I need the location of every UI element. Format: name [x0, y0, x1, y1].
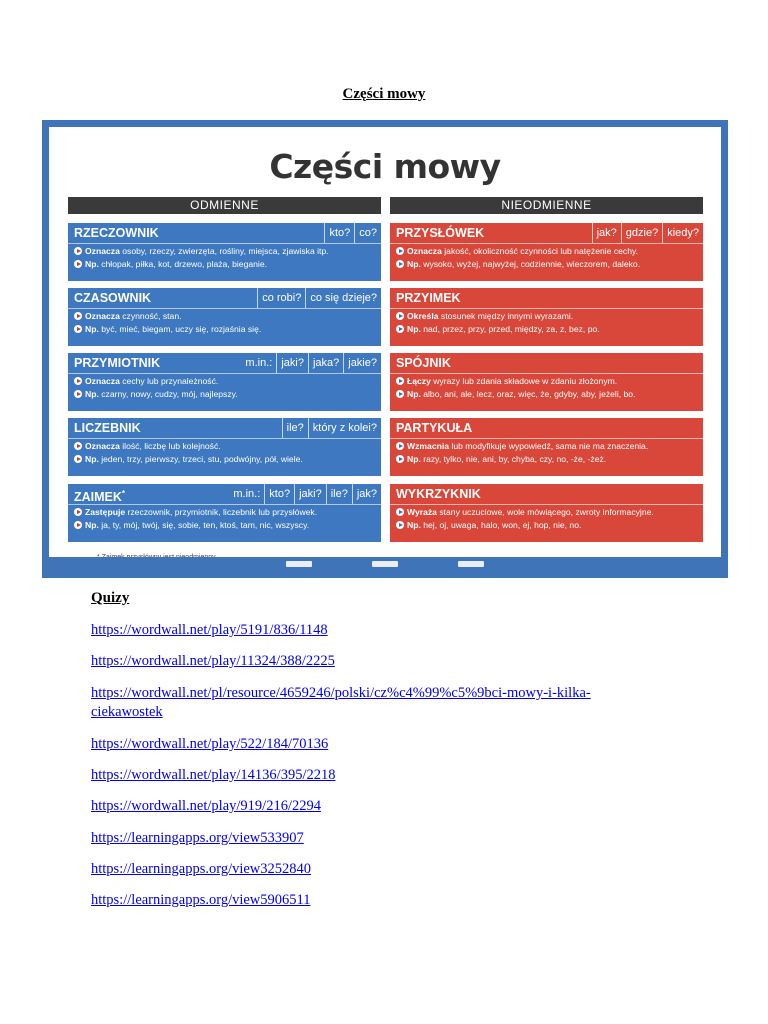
- quiz-link[interactable]: https://learningapps.org/view3252840: [91, 861, 312, 877]
- card-line-keyword: Oznacza: [85, 376, 120, 386]
- play-bullet-icon: [396, 377, 404, 385]
- play-bullet-icon: [74, 377, 82, 385]
- inflected-column-header: ODMIENNE: [68, 197, 381, 214]
- play-bullet-icon: [74, 247, 82, 255]
- quiz-link[interactable]: https://wordwall.net/play/14136/395/2218: [91, 767, 336, 783]
- card-name-text: PRZYSŁÓWEK: [396, 226, 485, 240]
- question-label: jak?: [352, 484, 381, 504]
- card-line-text: jeden, trzy, pierwszy, trzeci, stu, podwójny, pół, wiele.: [98, 454, 303, 464]
- question-label: co się dzieje?: [305, 288, 381, 308]
- card-line-keyword: Np.: [85, 259, 99, 269]
- question-label: jaka?: [308, 353, 343, 373]
- card-line-keyword: Określa: [407, 311, 439, 321]
- part-of-speech-card: [68, 484, 381, 542]
- card-line-text: ja, ty, mój, twój, się, sobie, ten, ktoś, tam, nic, wszyscy.: [98, 520, 310, 530]
- card-line-keyword: Wyraża: [407, 507, 437, 517]
- card-description-line: [68, 440, 381, 452]
- play-bullet-icon: [74, 325, 82, 333]
- question-label: kiedy?: [662, 223, 703, 243]
- card-header: [390, 288, 703, 309]
- card-line-text: albo, ani, ale, lecz, oraz, więc, że, gdyby, aby, jeżeli, bo.: [420, 389, 636, 399]
- question-label: co robi?: [257, 288, 305, 308]
- card-line-text: być, mieć, biegam, uczy się, rozjaśnia się.: [98, 324, 262, 334]
- play-bullet-icon: [74, 312, 82, 320]
- part-of-speech-card: [68, 418, 381, 476]
- card-line-text: razy, tylko, nie, ani, by, chyba, czy, no, -że, -żeż.: [420, 454, 607, 464]
- question-prefix: m.in.:: [245, 357, 273, 369]
- play-bullet-icon: [396, 325, 404, 333]
- part-of-speech-card: [68, 288, 381, 346]
- play-bullet-icon: [74, 260, 82, 268]
- card-name: [68, 484, 229, 504]
- card-name-text: SPÓJNIK: [396, 356, 451, 370]
- quiz-link[interactable]: https://wordwall.net/play/11324/388/2225: [91, 653, 335, 669]
- card-line-text: ilość, liczbę lub kolejność.: [119, 441, 221, 451]
- card-header: [390, 418, 703, 439]
- quiz-link[interactable]: https://wordwall.net/play/5191/836/1148: [91, 622, 328, 638]
- card-line-text: czarny, nowy, cudzy, mój, najlepszy.: [98, 389, 238, 399]
- question-label: jakie?: [343, 353, 381, 373]
- card-name: [390, 418, 703, 438]
- question-label: jaki?: [276, 353, 308, 373]
- card-header: [68, 484, 381, 505]
- card-line-text: rzeczownik, przymiotnik, liczebnik lub przysłówek.: [125, 507, 318, 517]
- card-description-line: [390, 453, 703, 465]
- question-label: jaki?: [294, 484, 326, 504]
- card-name: [68, 223, 324, 243]
- card-description-line: [390, 245, 703, 257]
- quiz-link[interactable]: https://wordwall.net/pl/resource/4659246/polski/cz%c4%99%c5%9bci-mowy-i-kilka-: [91, 685, 591, 701]
- card-name-text: PRZYIMEK: [396, 291, 461, 305]
- card-header: [68, 418, 381, 439]
- parts-of-speech-poster: [42, 120, 728, 578]
- card-line-keyword: Np.: [407, 454, 421, 464]
- card-description-line: [390, 506, 703, 518]
- play-bullet-icon: [396, 260, 404, 268]
- play-bullet-icon: [396, 442, 404, 450]
- poster-content: [49, 127, 721, 571]
- quiz-link[interactable]: https://wordwall.net/play/919/216/2294: [91, 798, 321, 814]
- play-bullet-icon: [396, 508, 404, 516]
- card-name: [390, 484, 703, 504]
- card-description-line: [68, 258, 381, 270]
- card-name: [390, 288, 703, 308]
- card-header: [390, 353, 703, 374]
- document-title: Części mowy: [342, 86, 426, 102]
- poster-title: Części mowy: [269, 147, 501, 186]
- card-description-line: [390, 519, 703, 531]
- play-bullet-icon: [396, 390, 404, 398]
- card-line-keyword: Wzmacnia: [407, 441, 450, 451]
- card-name: [390, 223, 592, 243]
- card-line-text: stany uczuciowe, wole mówiącego, zwroty informacyjne.: [436, 507, 654, 517]
- card-header: [390, 223, 703, 244]
- card-line-text: jakość, okoliczność czynności lub natężenie cechy.: [441, 246, 639, 256]
- card-line-text: wysoko, wyżej, najwyżej, codziennie, wieczorem, daleko.: [420, 259, 641, 269]
- question-label: jak?: [592, 223, 621, 243]
- play-bullet-icon: [396, 521, 404, 529]
- card-line-keyword: Zastępuje: [85, 507, 126, 517]
- play-bullet-icon: [396, 455, 404, 463]
- card-description-line: [68, 310, 381, 322]
- card-description-line: [390, 388, 703, 400]
- quiz-heading: Quizy: [91, 590, 130, 606]
- question-label: ile?: [326, 484, 352, 504]
- card-name-text: WYKRZYKNIK: [396, 487, 481, 501]
- card-line-keyword: Np.: [85, 324, 99, 334]
- card-header: [68, 353, 381, 374]
- card-line-keyword: Np.: [407, 324, 421, 334]
- part-of-speech-card: [68, 223, 381, 281]
- question-label: gdzie?: [621, 223, 662, 243]
- play-bullet-icon: [396, 312, 404, 320]
- card-description-line: [390, 375, 703, 387]
- card-line-text: hej, oj, uwaga, halo, won, ej, hop, nie, no.: [420, 520, 582, 530]
- question-label: kto?: [264, 484, 294, 504]
- card-name: [68, 418, 282, 438]
- card-description-line: [390, 258, 703, 270]
- card-description-line: [68, 453, 381, 465]
- card-name: [390, 353, 703, 373]
- question-label: co?: [354, 223, 381, 243]
- part-of-speech-card: [68, 353, 381, 411]
- play-bullet-icon: [74, 508, 82, 516]
- card-description-line: [390, 323, 703, 335]
- card-name: [68, 288, 257, 308]
- play-bullet-icon: [74, 442, 82, 450]
- card-line-text: stosunek między innymi wyrazami.: [438, 311, 574, 321]
- card-line-keyword: Np.: [407, 520, 421, 530]
- card-line-keyword: Np.: [407, 389, 421, 399]
- card-line-keyword: Np.: [85, 454, 99, 464]
- quiz-link[interactable]: https://wordwall.net/play/522/184/70136: [91, 736, 329, 752]
- card-description-line: [68, 506, 381, 518]
- poster-footer: [49, 557, 721, 571]
- card-description-line: [68, 519, 381, 531]
- card-header: [68, 223, 381, 244]
- question-label: ile?: [282, 418, 308, 438]
- card-line-text: osoby, rzeczy, zwierzęta, rośliny, miejsca, zjawiska itp.: [119, 246, 329, 256]
- quiz-link[interactable]: https://learningapps.org/view533907: [91, 830, 304, 846]
- play-bullet-icon: [74, 521, 82, 529]
- play-bullet-icon: [74, 390, 82, 398]
- card-name-text: LICZEBNIK: [74, 421, 141, 435]
- part-of-speech-card: [390, 288, 703, 346]
- question-label: który z kolei?: [308, 418, 381, 438]
- card-name-text: CZASOWNIK: [74, 291, 152, 305]
- card-line-keyword: Oznacza: [85, 441, 120, 451]
- card-line-text: chłopak, piłka, kot, drzewo, plaża, bieganie.: [98, 259, 267, 269]
- card-line-text: wyrazy lub zdania składowe w zdaniu złożonym.: [430, 376, 618, 386]
- publisher-logo-icon: [286, 561, 312, 567]
- card-description-line: [68, 245, 381, 257]
- card-name-text: PARTYKUŁA: [396, 421, 473, 435]
- card-line-keyword: Oznacza: [85, 311, 120, 321]
- part-of-speech-card: [390, 418, 703, 476]
- card-line-text: czynność, stan.: [119, 311, 182, 321]
- card-name-text: RZECZOWNIK: [74, 226, 159, 240]
- card-description-line: [68, 375, 381, 387]
- card-line-text: cechy lub przynależność.: [119, 376, 219, 386]
- question-label: kto?: [324, 223, 354, 243]
- card-description-line: [390, 440, 703, 452]
- play-bullet-icon: [396, 247, 404, 255]
- card-name-text: ZAIMEK: [74, 490, 122, 505]
- card-header: [68, 288, 381, 309]
- part-of-speech-card: [390, 223, 703, 281]
- part-of-speech-card: [390, 353, 703, 411]
- card-line-text: nad, przez, przy, przed, między, za, z, bez, po.: [420, 324, 600, 334]
- footer-logo-icon: [372, 561, 398, 567]
- card-header: [390, 484, 703, 505]
- card-line-text: lub modyfikuje wypowiedź, sama nie ma znaczenia.: [449, 441, 649, 451]
- card-description-line: [68, 388, 381, 400]
- quiz-link-continuation[interactable]: ciekawostek: [91, 704, 163, 720]
- card-line-keyword: Np.: [407, 259, 421, 269]
- play-bullet-icon: [74, 455, 82, 463]
- card-name: [68, 353, 241, 373]
- question-prefix: m.in.:: [233, 488, 261, 500]
- card-line-keyword: Łączy: [407, 376, 431, 386]
- card-description-line: [390, 310, 703, 322]
- uninflected-column-header: NIEODMIENNE: [390, 197, 703, 214]
- footnote-marker: *: [121, 489, 126, 498]
- card-description-line: [68, 323, 381, 335]
- card-name-text: PRZYMIOTNIK: [74, 356, 161, 370]
- card-line-keyword: Np.: [85, 520, 99, 530]
- quiz-link[interactable]: https://learningapps.org/view5906511: [91, 892, 311, 908]
- footer-mark-icon: [458, 561, 484, 567]
- part-of-speech-card: [390, 484, 703, 542]
- card-line-keyword: Oznacza: [407, 246, 442, 256]
- card-line-keyword: Np.: [85, 389, 99, 399]
- card-line-keyword: Oznacza: [85, 246, 120, 256]
